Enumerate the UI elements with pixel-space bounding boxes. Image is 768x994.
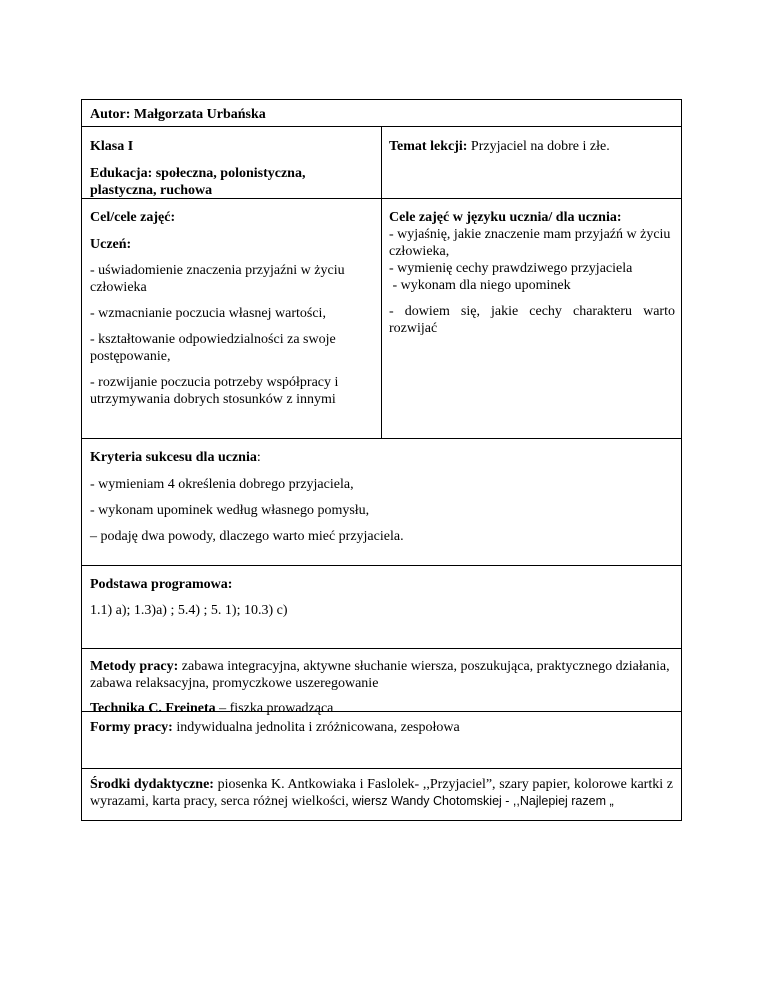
criteria-row bbox=[82, 438, 681, 565]
student-goals-title: Cele zajęć w języku ucznia/ dla ucznia: bbox=[389, 210, 622, 225]
class-label: Klasa I bbox=[90, 139, 134, 154]
goal-item: - kształtowanie odpowiedzialności za swoje postępowanie, bbox=[90, 332, 336, 364]
methods-value: zabawa integracyjna, aktywne słuchanie wiersza, poszukująca, praktycznego działania, zabawa relaksacyjna, promyczkowe uszeregowanie bbox=[90, 659, 670, 691]
criteria-title: Kryteria sukcesu dla ucznia bbox=[90, 450, 257, 465]
forms-row bbox=[82, 711, 681, 768]
goal-item: - wzmacnianie poczucia własnej wartości, bbox=[90, 306, 326, 321]
education-label: Edukacja: społeczna, polonistyczna, plastyczna, ruchowa bbox=[90, 166, 306, 198]
criteria-item: – podaję dwa powody, dlaczego warto mieć przyjaciela. bbox=[90, 529, 404, 544]
technique-label: Technika C. Freineta bbox=[90, 701, 216, 716]
student-goal-item: - wymienię cechy prawdziwego przyjaciela bbox=[389, 261, 633, 276]
student-goal-item: - wyjaśnię, jakie znaczenie mam przyjaźń w życiu człowieka, bbox=[389, 227, 671, 259]
goals-title: Cel/cele zajęć: bbox=[90, 210, 176, 225]
curriculum-value: 1.1) a); 1.3)a) ; 5.4) ; 5. 1); 10.3) c) bbox=[90, 603, 288, 618]
criteria-item: - wymieniam 4 określenia dobrego przyjaciela, bbox=[90, 477, 354, 492]
technique-value: – fiszka prowadząca bbox=[215, 701, 334, 716]
author: Autor: Małgorzata Urbańska bbox=[90, 107, 266, 122]
curriculum-title: Podstawa programowa: bbox=[90, 577, 233, 592]
criteria-colon: : bbox=[256, 450, 261, 465]
topic-label: Temat lekcji: bbox=[389, 139, 468, 154]
means-sans-value: wiersz Wandy Chotomskiej - ,,Najlepiej razem „ bbox=[348, 794, 614, 808]
goals-cell bbox=[82, 199, 382, 438]
goal-item: - uświadomienie znaczenia przyjaźni w życiu człowieka bbox=[90, 263, 345, 295]
author-row bbox=[82, 100, 681, 126]
forms-value: indywidualna jednolita i zróżnicowana, zespołowa bbox=[172, 720, 460, 735]
curriculum-row bbox=[82, 565, 681, 648]
student-goal-item: - dowiem się, jakie cechy charakteru warto rozwijać bbox=[389, 304, 675, 336]
topic-cell bbox=[382, 127, 681, 198]
forms-label: Formy pracy: bbox=[90, 720, 173, 735]
means-label: Środki dydaktyczne: bbox=[90, 777, 214, 792]
criteria-item: - wykonam upominek według własnego pomysłu, bbox=[90, 503, 370, 518]
student-label: Uczeń: bbox=[90, 237, 132, 252]
methods-label: Metody pracy: bbox=[90, 659, 179, 674]
means-value: piosenka K. Antkowiaka i Faslolek- ,,Przyjaciel”, szary papier, kolorowe kartki z wyrazami, karta pracy, serca różnej wielkości, bbox=[90, 777, 673, 809]
goals-row bbox=[82, 198, 681, 438]
class-topic-row bbox=[82, 126, 681, 198]
goal-item: - rozwijanie poczucia potrzeby współpracy i utrzymywania dobrych stosunków z innymi bbox=[90, 375, 339, 407]
lesson-plan-table bbox=[81, 99, 682, 821]
class-cell bbox=[82, 127, 382, 198]
student-goals-cell bbox=[382, 199, 681, 438]
student-goal-item: - wykonam dla niego upominek bbox=[389, 278, 571, 293]
methods-row bbox=[82, 648, 681, 716]
topic-value: Przyjaciel na dobre i złe. bbox=[470, 139, 610, 154]
means-row bbox=[82, 768, 681, 820]
